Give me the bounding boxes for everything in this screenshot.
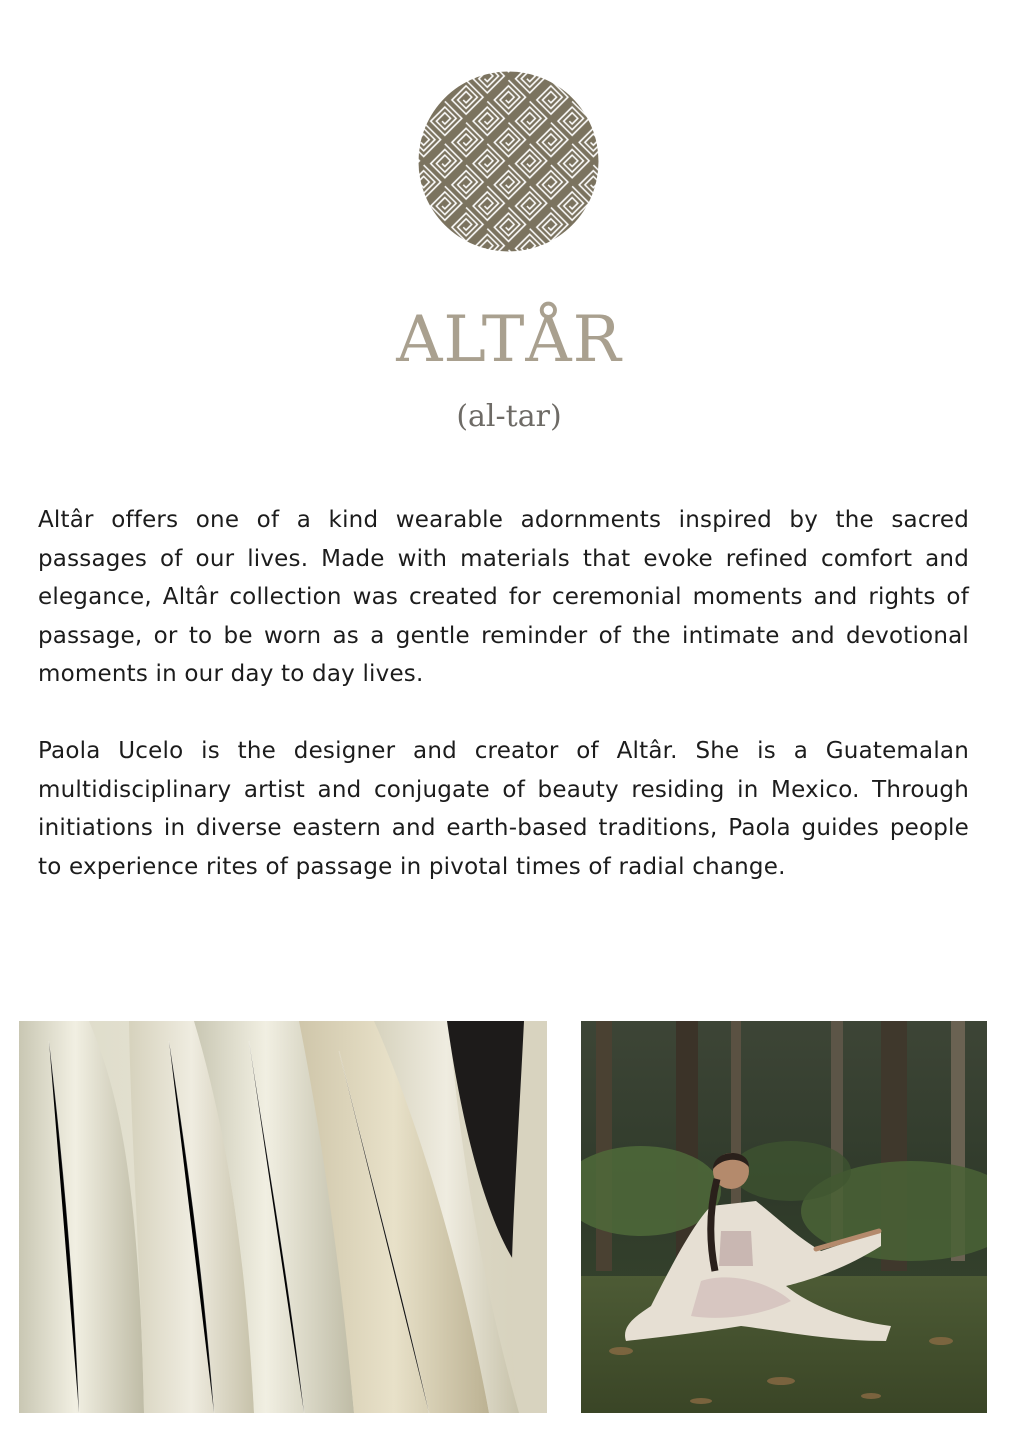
about-paragraph: Altâr offers one of a kind wearable adornments inspired by the sacred passages of our lives. Made with materials that evoke refined comfort and elegance, Altâr collection was created for ceremonial moments and rights of passage, or to be worn as a gentle reminder of the intimate and devotional moments in our day to day lives. [38,507,969,687]
designer-forest-photo [581,1021,987,1413]
designer-paragraph: Paola Ucelo is the designer and creator of Altâr. She is a Guatemalan multidisciplinary artist and conjugate of beauty residing in Mexico. Through initiations in diverse eastern and earth-based traditions, Paola guides people to experience rites of passage in pivotal times of radial change. [38,738,969,880]
garments-photo [19,1021,547,1413]
brand-logo-icon [418,71,599,252]
brand-pronunciation: (al-tar) [456,399,562,434]
brand-title: ALTÅR [396,303,622,377]
